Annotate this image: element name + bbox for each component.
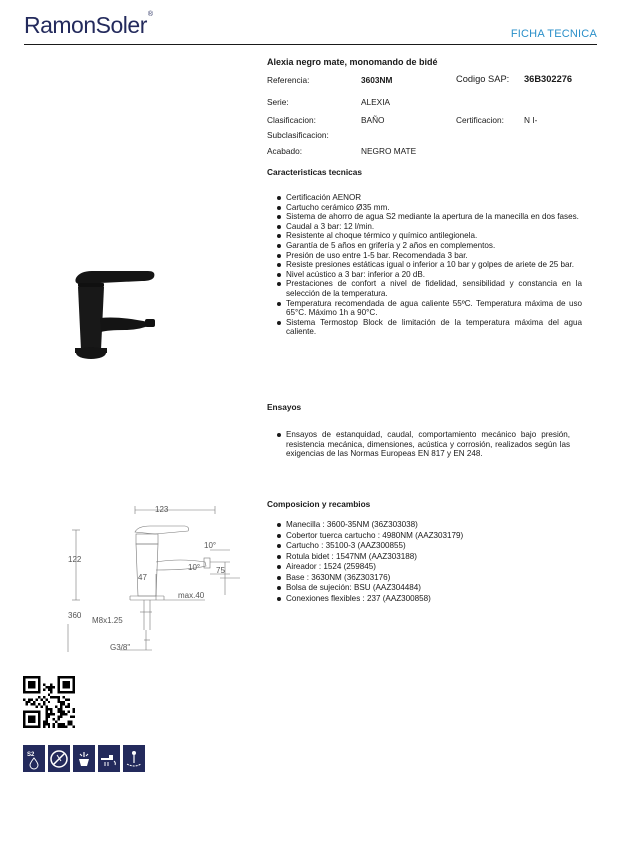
tap-pressure-icon xyxy=(98,745,120,772)
part-item: Manecilla : 3600-35NM (36Z303038) xyxy=(276,520,576,531)
dim-depth: 47 xyxy=(138,573,147,582)
referencia-label: Referencia: xyxy=(267,75,310,85)
tests-title: Ensayos xyxy=(267,402,302,412)
parts-title: Composicion y recambios xyxy=(267,499,371,509)
serie-value: ALEXIA xyxy=(361,97,391,107)
document-type: FICHA TECNICA xyxy=(510,28,597,40)
part-item: Cartucho : 35100-3 (AAZ300855) xyxy=(276,541,576,552)
feature-item: Temperatura recomendada de agua caliente 55ºC. Temperatura máxima de uso 65°C. Máximo 1h a 90°C. xyxy=(276,299,582,318)
bidet-icon xyxy=(73,745,95,772)
features-list xyxy=(276,193,582,337)
svg-text:S2: S2 xyxy=(27,751,35,758)
technical-drawing xyxy=(60,500,250,658)
dim-angle-top: 10° xyxy=(204,541,217,550)
certificacion-value: N I- xyxy=(524,115,538,125)
feature-icons xyxy=(23,745,145,772)
clasificacion-label: Clasificacion: xyxy=(267,115,316,125)
feature-item: Resistente al choque térmico y químico antilegionela. xyxy=(276,231,582,241)
feature-item: Certificación AENOR xyxy=(276,193,582,203)
dim-spout: 75 xyxy=(216,566,225,575)
registered-mark: ® xyxy=(147,11,153,19)
product-title: Alexia negro mate, monomando de bidé xyxy=(267,57,438,67)
dim-angle-bottom: 10° xyxy=(188,563,201,572)
feature-item: Cartucho cerámico Ø35 mm. xyxy=(276,203,582,213)
referencia-value: 3603NM xyxy=(361,75,393,85)
dim-thread: M8x1.25 xyxy=(92,616,123,625)
tests-list xyxy=(276,430,570,459)
certificacion-label: Certificacion: xyxy=(456,115,504,125)
brand-logo xyxy=(24,12,153,39)
brand-name-part1: Ramon xyxy=(24,12,96,38)
test-item: Ensayos de estanquidad, caudal, comportamiento mecánico bajo presión, resistencia mecánica, dimensiones, acústica y corrosión, realizados según las exigencias de las Normas Europeas EN 817 y EN 248. xyxy=(276,430,570,459)
product-photo xyxy=(70,268,160,364)
brand-name-part2: Soler xyxy=(95,12,147,38)
subclasificacion-label: Subclasificacion: xyxy=(267,130,329,140)
feature-item: Sistema Termostop Block de limitación de la temperatura máxima del agua caliente. xyxy=(276,318,582,337)
feature-item: Caudal a 3 bar: 12 l/min. xyxy=(276,222,582,232)
sap-value: 36B302276 xyxy=(524,74,573,84)
acabado-label: Acabado: xyxy=(267,146,303,156)
dim-connection: G3/8" xyxy=(110,643,131,652)
dim-max: max.40 xyxy=(178,591,205,600)
s2-water-saving-icon xyxy=(23,745,45,772)
header-divider xyxy=(24,44,597,45)
part-item: Conexiones flexibles : 237 (AAZ300858) xyxy=(276,594,576,605)
feature-item: Resiste presiones estáticas igual o inferior a 10 bar y golpes de ariete de 25 bar. xyxy=(276,260,582,270)
part-item: Base : 3630NM (36Z303176) xyxy=(276,573,576,584)
part-item: Aireador : 1524 (259845) xyxy=(276,562,576,573)
part-item: Cobertor tuerca cartucho : 4980NM (AAZ303179) xyxy=(276,531,576,542)
anti-limescale-icon xyxy=(48,745,70,772)
part-item: Bolsa de sujeción: BSU (AAZ304484) xyxy=(276,583,576,594)
qr-code[interactable] xyxy=(23,676,75,728)
feature-item: Garantía de 5 años en grifería y 2 años en complementos. xyxy=(276,241,582,251)
dim-height: 122 xyxy=(68,555,82,564)
features-title: Caracteristicas tecnicas xyxy=(267,167,363,177)
temperature-stop-icon xyxy=(123,745,145,772)
dim-width: 123 xyxy=(155,505,169,514)
feature-item: Sistema de ahorro de agua S2 mediante la apertura de la manecilla en dos fases. xyxy=(276,212,582,222)
parts-list xyxy=(276,520,576,604)
acabado-value: NEGRO MATE xyxy=(361,146,417,156)
feature-item: Prestaciones de confort a nivel de fidelidad, sensibilidad y constancia en la selección de la temperatura. xyxy=(276,279,582,298)
sap-label: Codigo SAP: xyxy=(456,74,510,84)
feature-item: Nivel acústico a 3 bar: inferior a 20 dB. xyxy=(276,270,582,280)
feature-item: Presión de uso entre 1-5 bar. Recomendada 3 bar. xyxy=(276,251,582,261)
serie-label: Serie: xyxy=(267,97,289,107)
part-item: Rotula bidet : 1547NM (AAZ303188) xyxy=(276,552,576,563)
clasificacion-value: BAÑO xyxy=(361,115,385,125)
dim-hose-length: 360 xyxy=(68,611,82,620)
